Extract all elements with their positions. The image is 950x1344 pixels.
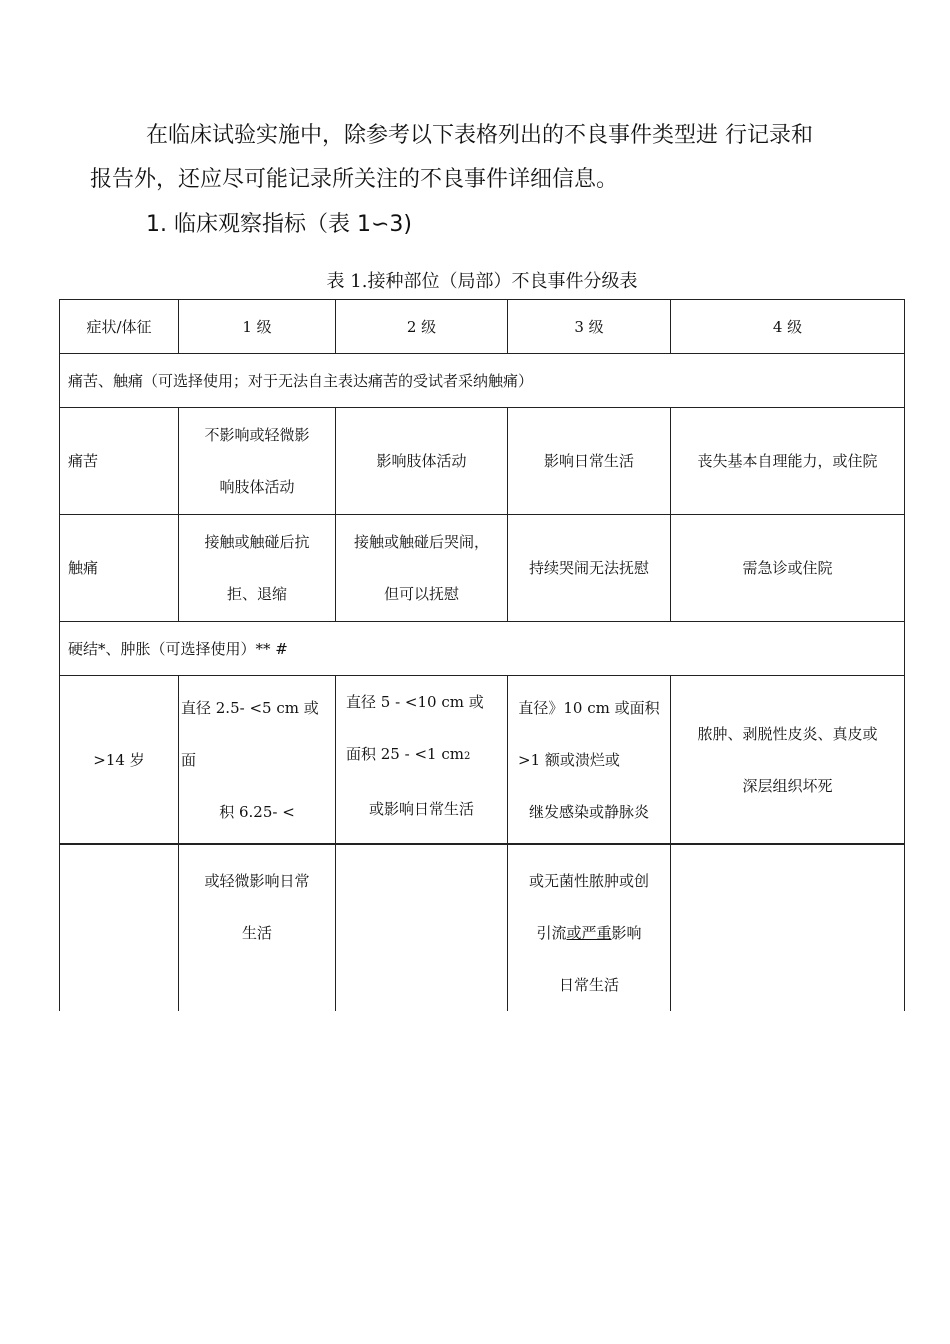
grade-2-cell (336, 676, 508, 844)
header-grade-4: 4 级 (671, 300, 905, 354)
grade-2-cell: 影响肢体活动 (336, 408, 508, 515)
grade-2-cell (336, 515, 508, 622)
table-header-row (60, 300, 905, 354)
adverse-event-grading-table (59, 299, 905, 844)
row-label-empty (60, 844, 179, 1011)
grade-1-cell (179, 844, 336, 1011)
cell-line: 直径 5 - <10 cm 或 (346, 693, 484, 711)
underlined-text: 或严重 (566, 924, 612, 942)
cell-line: 继发感染或静脉炎 (528, 802, 649, 821)
grade-4-cell-empty (671, 844, 905, 1011)
grade-3-cell (508, 844, 671, 1011)
intro-paragraph-line2: 报告外，还应尽可能记录所关注的不良事件详细信息。 (90, 167, 619, 192)
row-label: 触痛 (60, 515, 179, 622)
table-row-age-over-14 (60, 676, 905, 844)
cell-line: >1 额或溃烂或 (518, 750, 620, 769)
cell-line: 但可以抚慰 (383, 585, 459, 603)
cell-line: 日常生活 (558, 976, 619, 994)
cell-line: 生活 (241, 924, 272, 942)
grade-4-cell: 需急诊或住院 (671, 515, 905, 622)
row-label: >14 岁 (60, 676, 179, 844)
section-row-pain-tenderness (60, 354, 905, 408)
header-grade-1: 1 级 (179, 300, 336, 354)
grade-3-cell: 持续哭闹无法抚慰 (508, 515, 671, 622)
cell-line: 不影响或轻微影 (204, 426, 310, 444)
grade-4-cell (671, 676, 905, 844)
table-row-continued (60, 844, 905, 1011)
grade-1-cell (179, 515, 336, 622)
adverse-event-grading-table-continued (59, 843, 905, 1011)
section-label: 痛苦、触痛（可选择使用；对于无法自主表达痛苦的受试者采纳触痛） (60, 354, 905, 408)
cell-line: 接触或触碰后抗 (204, 533, 310, 551)
grade-1-cell (179, 408, 336, 515)
cell-line: 直径 2.5- <5 cm 或面 (181, 698, 319, 769)
grade-1-cell (179, 676, 336, 844)
cell-line: 积 6.25- < (219, 802, 295, 821)
intro-paragraph-line1: 在临床试验实施中，除参考以下表格列出的不良事件类型进 行记录和 (146, 123, 813, 148)
grade-3-cell (508, 676, 671, 844)
cell-line (510, 907, 668, 959)
row-label: 痛苦 (60, 408, 179, 515)
header-grade-2: 2 级 (336, 300, 508, 354)
cell-text: 影响 (611, 924, 642, 942)
cell-line: 或影响日常生活 (368, 800, 474, 818)
cell-line: 直径》10 cm 或面积 (518, 698, 660, 717)
section-label: 硬结*、肿胀（可选择使用）** # (60, 622, 905, 676)
cell-line: 深层组织坏死 (742, 776, 833, 795)
table-row-tenderness (60, 515, 905, 622)
cell-line: 或轻微影响日常 (204, 872, 310, 890)
header-symptom: 症状/体征 (60, 300, 179, 354)
cell-line: 响肢体活动 (219, 478, 295, 496)
grade-2-cell-empty (336, 844, 508, 1011)
cell-text: 面积 25 - <1 cm (346, 745, 464, 763)
cell-text: 引流 (536, 924, 567, 942)
superscript-unit: 2 (463, 751, 471, 762)
table-caption: 表 1.接种部位（局部）不良事件分级表 (326, 271, 638, 292)
table-row-pain (60, 408, 905, 515)
grade-3-cell: 影响日常生活 (508, 408, 671, 515)
cell-line: 或无菌性脓肿或创 (528, 872, 649, 890)
cell-line: 脓肿、剥脱性皮炎、真皮或 (697, 724, 878, 743)
cell-line (338, 728, 505, 783)
section-heading: 1. 临床观察指标（表 1∽3) (146, 212, 412, 237)
header-grade-3: 3 级 (508, 300, 671, 354)
cell-line: 拒、退缩 (226, 585, 287, 603)
grade-4-cell: 丧失基本自理能力，或住院 (671, 408, 905, 515)
section-row-induration-swelling (60, 622, 905, 676)
cell-line: 接触或触碰后哭闹， (353, 533, 489, 551)
